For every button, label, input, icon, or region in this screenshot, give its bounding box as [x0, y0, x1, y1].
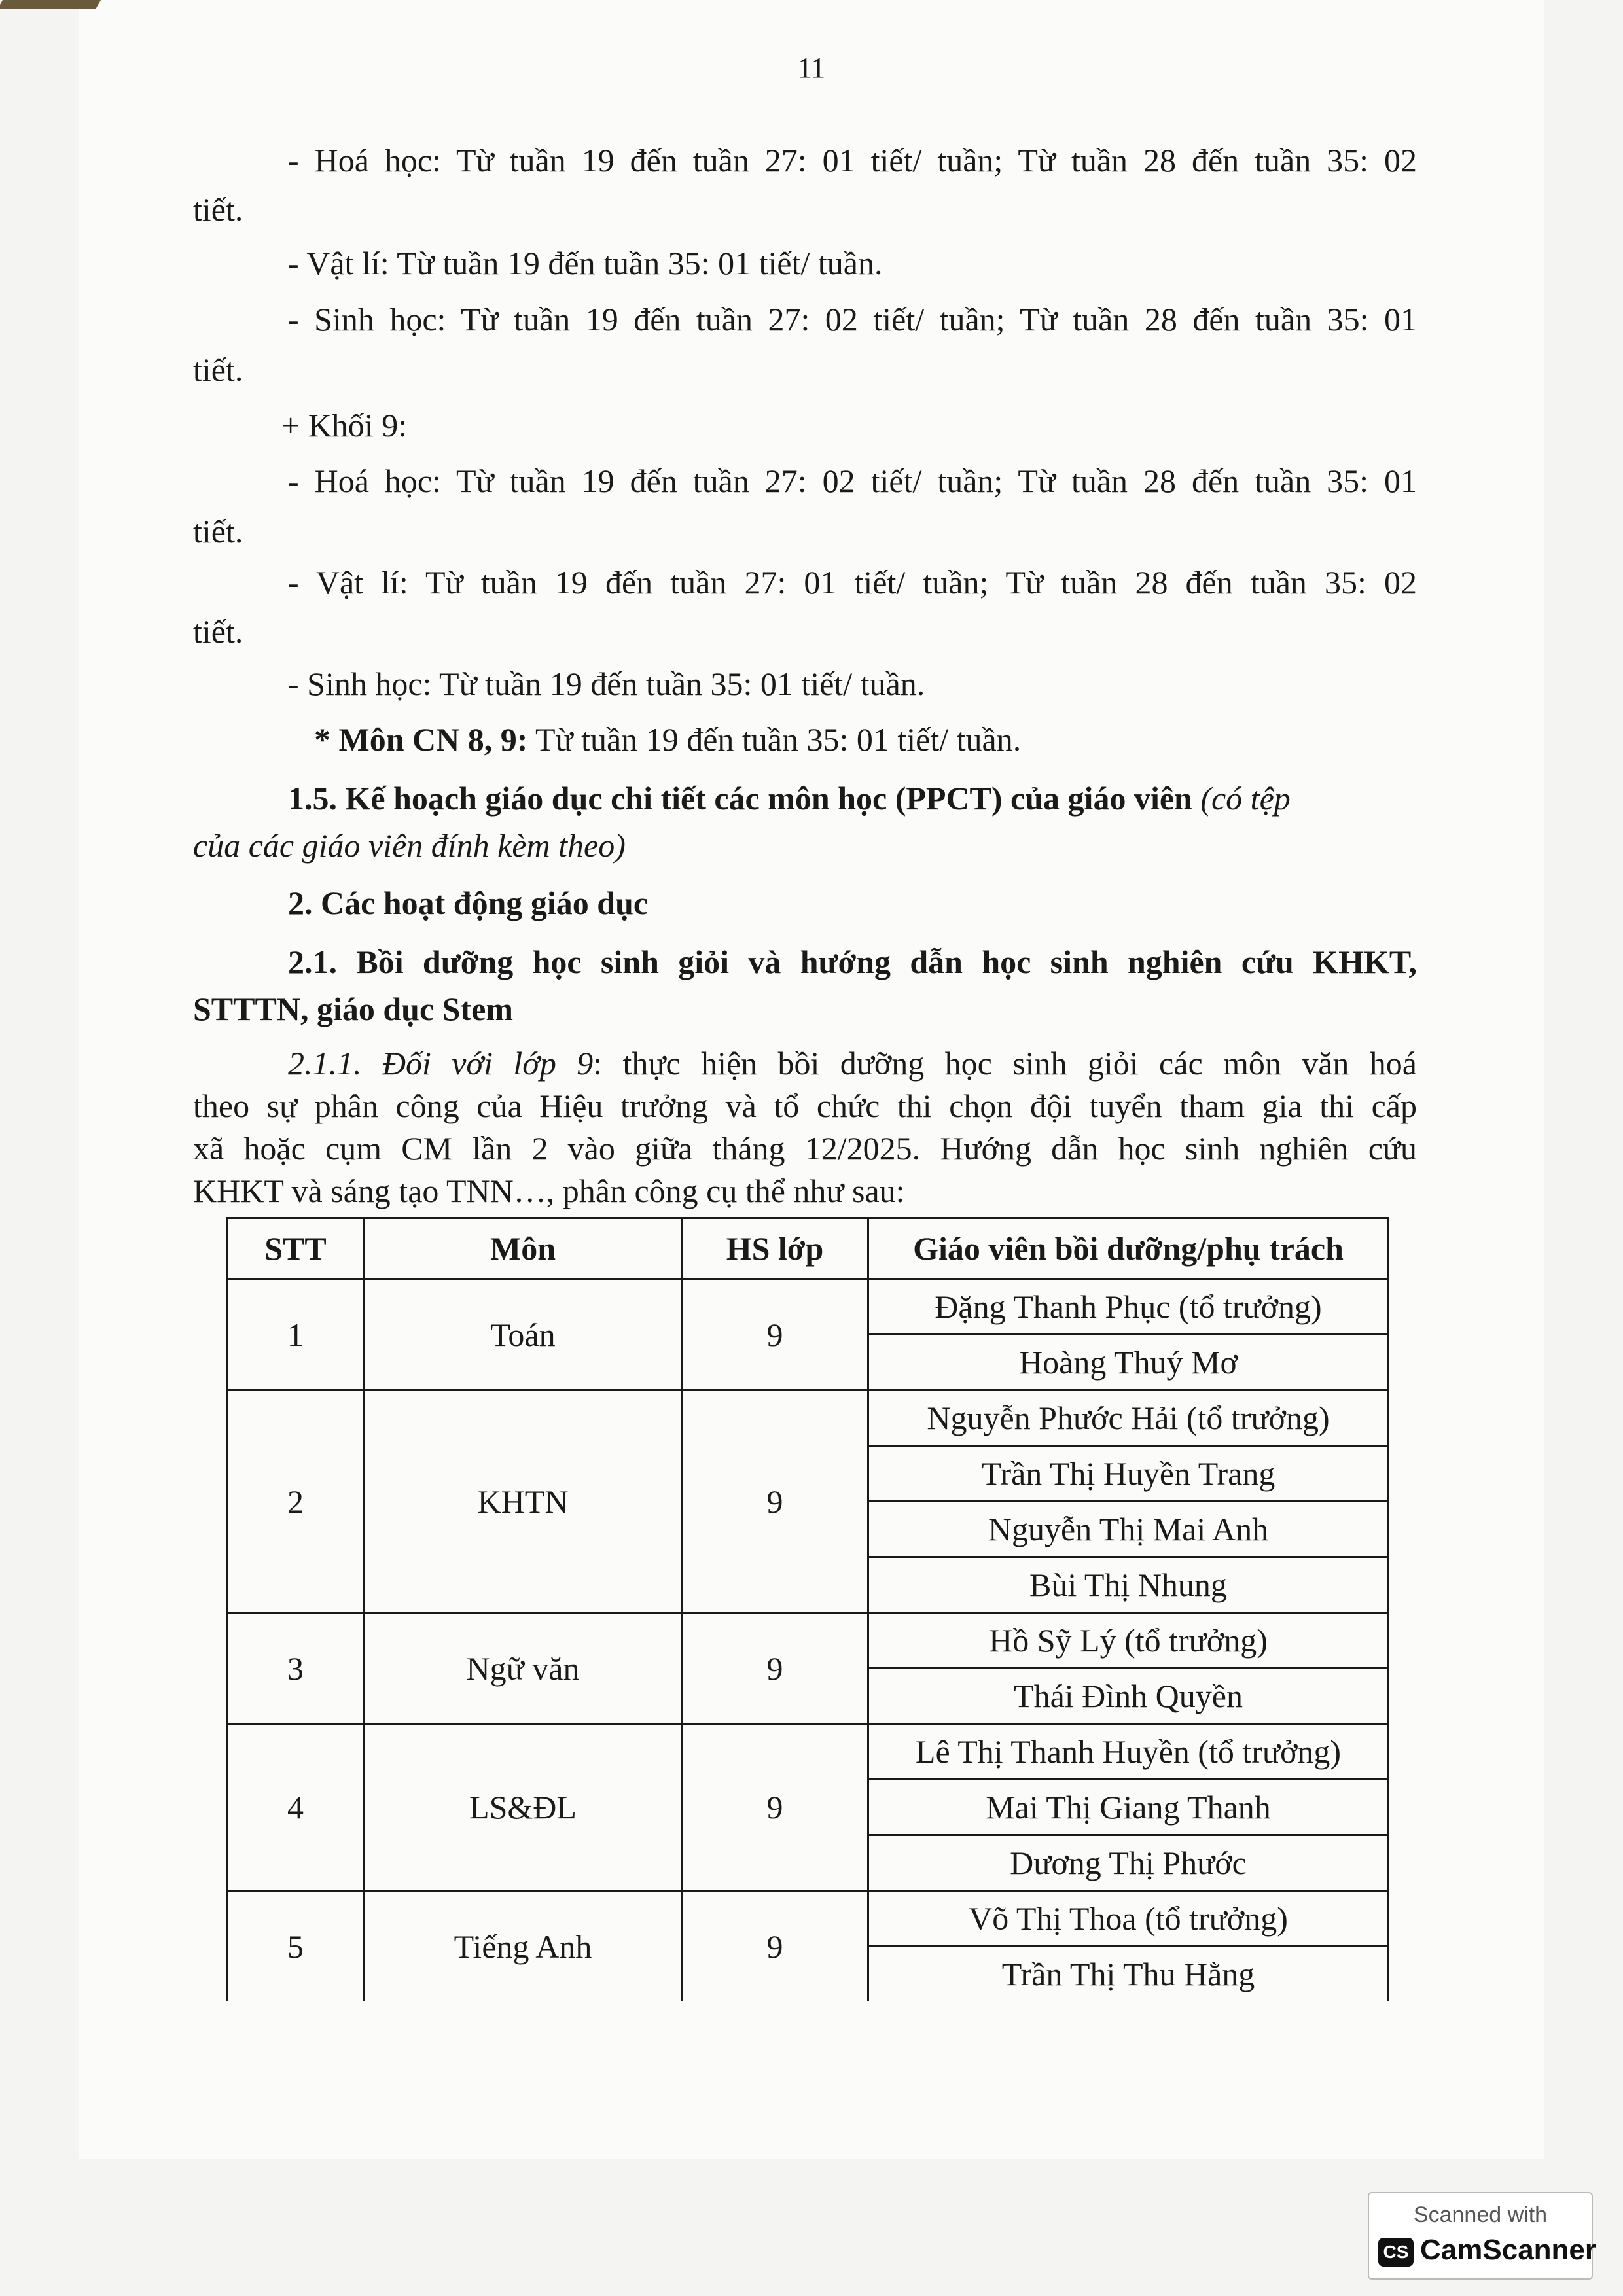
- header-grade: HS lớp: [682, 1218, 868, 1279]
- cell-teacher: Hoàng Thuý Mơ: [868, 1335, 1389, 1390]
- cell-teacher: Dương Thị Phước: [868, 1835, 1389, 1891]
- camscanner-brand: CamScanner: [1420, 2234, 1597, 2266]
- cell-grade: 9: [682, 1891, 868, 2002]
- camscanner-logo-icon: CS: [1378, 2238, 1414, 2267]
- line-hoa-hoc-8-cont: tiết.: [193, 191, 243, 228]
- cell-subject: Toán: [365, 1279, 682, 1390]
- cell-grade: 9: [682, 1279, 868, 1390]
- scan-edge-mark: [0, 0, 101, 9]
- cell-teacher: Lê Thị Thanh Huyền (tổ trưởng): [868, 1724, 1389, 1780]
- heading-1-5-text: 1.5. Kế hoạch giáo dục chi tiết các môn học (PPCT) của giáo viên: [288, 780, 1192, 817]
- cell-grade: 9: [682, 1390, 868, 1613]
- header-teacher: Giáo viên bồi dưỡng/phụ trách: [868, 1218, 1389, 1279]
- line-sinh-hoc-9: - Sinh học: Từ tuần 19 đến tuần 35: 01 tiết/ tuần.: [288, 665, 925, 702]
- cell-teacher: Thái Đình Quyền: [868, 1669, 1389, 1724]
- cell-stt: 4: [227, 1724, 365, 1891]
- para-2-1-1-line4: KHKT và sáng tạo TNN…, phân công cụ thể như sau:: [193, 1173, 905, 1209]
- camscanner-badge: [1368, 2192, 1597, 2280]
- cn-detail: Từ tuần 19 đến tuần 35: 01 tiết/ tuần.: [527, 721, 1022, 758]
- header-subject: Môn: [365, 1218, 682, 1279]
- cell-stt: 1: [227, 1279, 365, 1390]
- heading-1-5: [288, 779, 1291, 818]
- cell-teacher: Trần Thị Huyền Trang: [868, 1446, 1389, 1502]
- cell-teacher: Hồ Sỹ Lý (tổ trưởng): [868, 1613, 1389, 1669]
- table-row: [227, 1724, 1389, 1780]
- cell-subject: Ngữ văn: [365, 1613, 682, 1724]
- para-2-1-1-line1: [288, 1044, 1417, 1083]
- page-number: 11: [797, 52, 826, 84]
- heading-2-1-cont: STTTN, giáo dục Stem: [193, 991, 513, 1027]
- line-cn-8-9: [314, 720, 1021, 759]
- table-row: [227, 1279, 1389, 1335]
- line-vat-li-9-cont: tiết.: [193, 613, 243, 650]
- cell-stt: 3: [227, 1613, 365, 1724]
- cell-teacher: Bùi Thị Nhung: [868, 1557, 1389, 1613]
- table-row: [227, 1613, 1389, 1669]
- para-2-1-1-line2: theo sự phân công của Hiệu trưởng và tổ chức thi chọn đội tuyển tham gia thi cấp: [193, 1087, 1417, 1124]
- cell-teacher: Nguyễn Thị Mai Anh: [868, 1502, 1389, 1557]
- para-2-1-1-line3: xã hoặc cụm CM lần 2 vào giữa tháng 12/2025. Hướng dẫn học sinh nghiên cứu: [193, 1130, 1417, 1167]
- heading-2: 2. Các hoạt động giáo dục: [288, 885, 649, 921]
- cell-stt: 5: [227, 1891, 365, 2002]
- scanned-with-caption: Scanned with: [1413, 2202, 1548, 2227]
- cell-subject: LS&ĐL: [365, 1724, 682, 1891]
- line-sinh-hoc-8-cont: tiết.: [193, 351, 243, 388]
- assignment-table: [226, 1217, 1389, 2001]
- cell-grade: 9: [682, 1724, 868, 1891]
- cn-label: * Môn CN 8, 9:: [314, 721, 528, 758]
- table-row: [227, 1891, 1389, 1947]
- line-hoa-hoc-9-cont: tiết.: [193, 513, 243, 550]
- line-hoa-hoc-9: - Hoá học: Từ tuần 19 đến tuần 27: 02 tiết/ tuần; Từ tuần 28 đến tuần 35: 01: [288, 463, 1417, 499]
- para-2-1-1-label: 2.1.1. Đối với lớp 9: [288, 1045, 594, 1082]
- heading-1-5-note: (có tệp: [1192, 780, 1291, 817]
- line-vat-li-9: - Vật lí: Từ tuần 19 đến tuần 27: 01 tiết/ tuần; Từ tuần 28 đến tuần 35: 02: [288, 564, 1417, 601]
- cell-teacher: Đặng Thanh Phục (tổ trưởng): [868, 1279, 1389, 1335]
- cell-stt: 2: [227, 1390, 365, 1613]
- cell-subject: KHTN: [365, 1390, 682, 1613]
- cell-teacher: Trần Thị Thu Hằng: [868, 1947, 1389, 2002]
- cell-grade: 9: [682, 1613, 868, 1724]
- heading-2-1: 2.1. Bồi dưỡng học sinh giỏi và hướng dẫn học sinh nghiên cứu KHKT,: [288, 944, 1417, 980]
- cell-teacher: Võ Thị Thoa (tổ trưởng): [868, 1891, 1389, 1947]
- line-hoa-hoc-8: - Hoá học: Từ tuần 19 đến tuần 27: 01 tiết/ tuần; Từ tuần 28 đến tuần 35: 02: [288, 142, 1417, 179]
- table-row: [227, 1390, 1389, 1446]
- cell-subject: Tiếng Anh: [365, 1891, 682, 2002]
- cell-teacher: Mai Thị Giang Thanh: [868, 1780, 1389, 1835]
- header-stt: STT: [227, 1218, 365, 1279]
- line-vat-li-8: - Vật lí: Từ tuần 19 đến tuần 35: 01 tiết/ tuần.: [288, 245, 883, 281]
- heading-1-5-note-cont: của các giáo viên đính kèm theo): [193, 827, 626, 864]
- line-sinh-hoc-8: - Sinh học: Từ tuần 19 đến tuần 27: 02 tiết/ tuần; Từ tuần 28 đến tuần 35: 01: [288, 301, 1417, 338]
- table-header-row: [227, 1218, 1389, 1279]
- line-khoi-9: + Khối 9:: [281, 407, 408, 444]
- para-2-1-1-text: : thực hiện bồi dưỡng học sinh giỏi các môn văn hoá: [593, 1045, 1417, 1082]
- cell-teacher: Nguyễn Phước Hải (tổ trưởng): [868, 1390, 1389, 1446]
